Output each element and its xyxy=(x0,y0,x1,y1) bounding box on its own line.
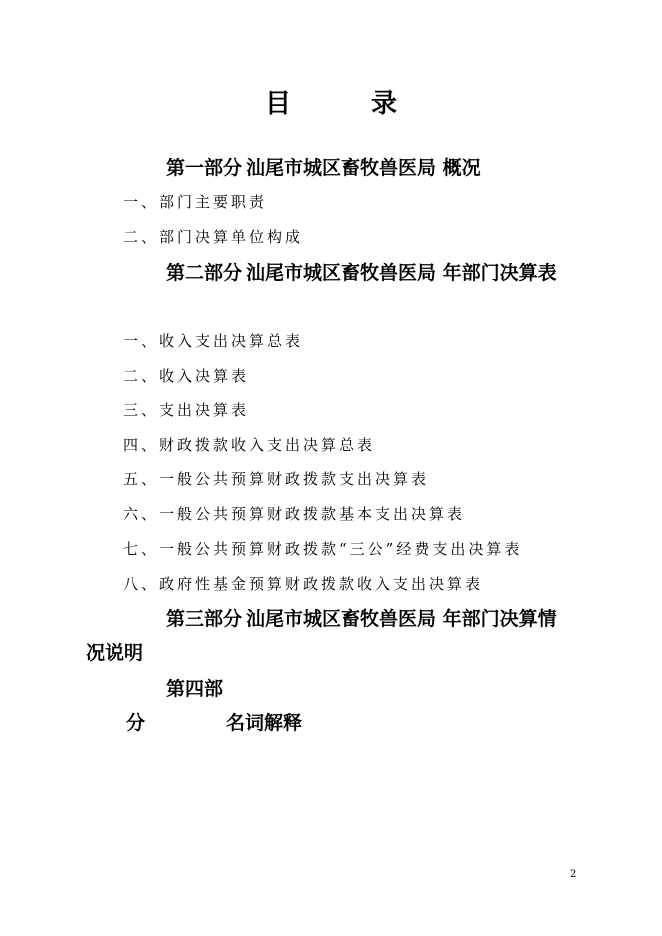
part-title: 汕尾市城区畜牧兽医局 年部门决算情况说明 xyxy=(86,608,557,664)
part-title: 名词解释 xyxy=(226,712,303,734)
title-char-1: 目 xyxy=(264,89,291,119)
part-label: 第四部分 xyxy=(126,678,224,734)
part-label: 第二部分 xyxy=(166,262,243,284)
toc-item: 三、支出决算表 xyxy=(123,401,250,419)
part-title: 汕尾市城区畜牧兽医局 年部门决算表 xyxy=(246,262,557,284)
toc-item: 六、一般公共预算财政拨款基本支出决算表 xyxy=(123,505,466,523)
toc-part-1 xyxy=(86,151,566,185)
toc-part-2 xyxy=(86,256,566,290)
toc-item: 八、政府性基金预算财政拨款收入支出决算表 xyxy=(123,575,484,593)
toc-item: 一、部门主要职责 xyxy=(123,193,268,211)
toc-item: 四、财政拨款收入支出决算总表 xyxy=(123,436,376,454)
toc-item: 七、一般公共预算财政拨款“三公”经费支出决算表 xyxy=(123,540,523,558)
part-title: 汕尾市城区畜牧兽医局 概况 xyxy=(246,157,481,179)
toc-item: 二、收入决算表 xyxy=(123,367,250,385)
page-number: 2 xyxy=(570,869,577,880)
toc-part-3 xyxy=(86,602,566,670)
toc-part-4 xyxy=(86,672,566,740)
toc-item: 二、部门决算单位构成 xyxy=(123,228,304,246)
title-char-2: 录 xyxy=(371,89,398,119)
toc-item: 一、收入支出决算总表 xyxy=(123,332,304,350)
part-label: 第一部分 xyxy=(166,157,243,179)
part-label: 第三部分 xyxy=(166,608,243,630)
page-title xyxy=(0,83,662,120)
toc-item: 五、一般公共预算财政拨款支出决算表 xyxy=(123,470,430,488)
